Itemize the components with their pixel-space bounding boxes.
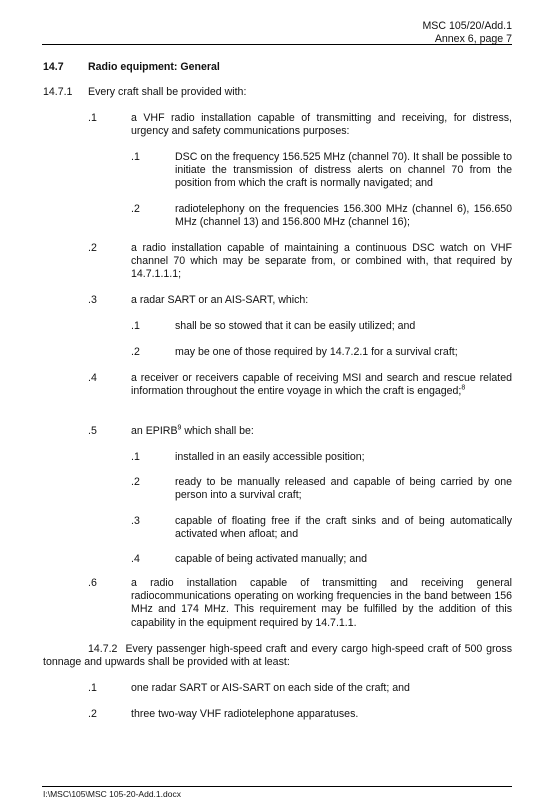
- item-text: a radio installation capable of maintaining a continuous DSC watch on VHF channel 70 which may be separate from, or combined with, that required by 14.7.1.1.1;: [131, 242, 512, 281]
- subitem-text: capable of being activated manually; and: [175, 553, 367, 565]
- item-text: three two-way VHF radiotelephone apparatuses.: [131, 708, 359, 720]
- subitem-text: may be one of those required by 14.7.2.1 for a survival craft;: [175, 346, 458, 358]
- subitem-number: .1: [131, 451, 140, 463]
- subitem-number: .2: [131, 476, 140, 488]
- section-number: 14.7: [43, 61, 64, 73]
- subitem-number: .1: [131, 151, 140, 163]
- para-intro: 14.7.2 Every passenger high-speed craft and every cargo high-speed craft of 500 gross tonnage and upwards shall be provided with at least:: [43, 643, 512, 669]
- item-number: .5: [88, 425, 97, 437]
- item-text: one radar SART or AIS-SART on each side of the craft; and: [131, 682, 410, 694]
- item-number: .2: [88, 242, 97, 254]
- subitem-text: shall be so stowed that it can be easily utilized; and: [175, 320, 416, 332]
- item-text: a radio installation capable of transmitting and receiving general radiocommunications operating on working frequencies in the band between 156 MHz and 174 MHz. This requirement may be fulfilled by the addition of this capability in the equipment required by 14.7.1.1.: [131, 577, 512, 629]
- item-number: .1: [88, 682, 97, 694]
- para-number: 14.7.1: [43, 86, 73, 98]
- item-text: an EPIRB$^9$ which shall be:: [131, 424, 254, 437]
- subitem-text: DSC on the frequency 156.525 MHz (channel 70). It shall be possible to initiate the transmission of distress alerts on channel 70 from the position from which the craft is normally navigated; and: [175, 151, 512, 190]
- section-title: Radio equipment: General: [88, 61, 220, 73]
- item-text: a radar SART or an AIS-SART, which:: [131, 294, 309, 306]
- footer-file-path: I:\MSC\105\MSC 105-20-Add.1.docx: [43, 789, 181, 799]
- footnote-ref: 8: [461, 384, 466, 392]
- header-rule: [42, 44, 512, 45]
- item-number: .2: [88, 708, 97, 720]
- subitem-number: .1: [131, 320, 140, 332]
- subitem-number: .2: [131, 346, 140, 358]
- header-document-code: MSC 105/20/Add.1: [422, 20, 512, 32]
- item-number: .1: [88, 112, 97, 124]
- item-text: a receiver or receivers capable of receiving MSI and search and rescue related information throughout the entire voyage in which the craft is engaged;$^8$: [131, 372, 512, 398]
- footer-rule: [42, 786, 512, 787]
- subitem-number: .3: [131, 515, 140, 527]
- subitem-text: capable of floating free if the craft sinks and of being automatically activated when afloat; and: [175, 515, 512, 541]
- subitem-number: .2: [131, 203, 140, 215]
- para-number: 14.7.2: [88, 643, 118, 655]
- para-intro: Every craft shall be provided with:: [88, 86, 247, 98]
- item-text: a VHF radio installation capable of transmitting and receiving, for distress, urgency and safety communications purposes:: [131, 112, 512, 138]
- item-number: .6: [88, 577, 97, 589]
- subitem-text: installed in an easily accessible position;: [175, 451, 365, 463]
- item-number: .4: [88, 372, 97, 384]
- item-number: .3: [88, 294, 97, 306]
- subitem-text: radiotelephony on the frequencies 156.300 MHz (channel 6), 156.650 MHz (channel 13) and 156.800 MHz (channel 16);: [175, 203, 512, 229]
- subitem-number: .4: [131, 553, 140, 565]
- header-page-ref: Annex 6, page 7: [434, 33, 512, 45]
- subitem-text: ready to be manually released and capable of being carried by one person into a survival craft;: [175, 476, 512, 502]
- footnote-ref: 9: [177, 424, 182, 432]
